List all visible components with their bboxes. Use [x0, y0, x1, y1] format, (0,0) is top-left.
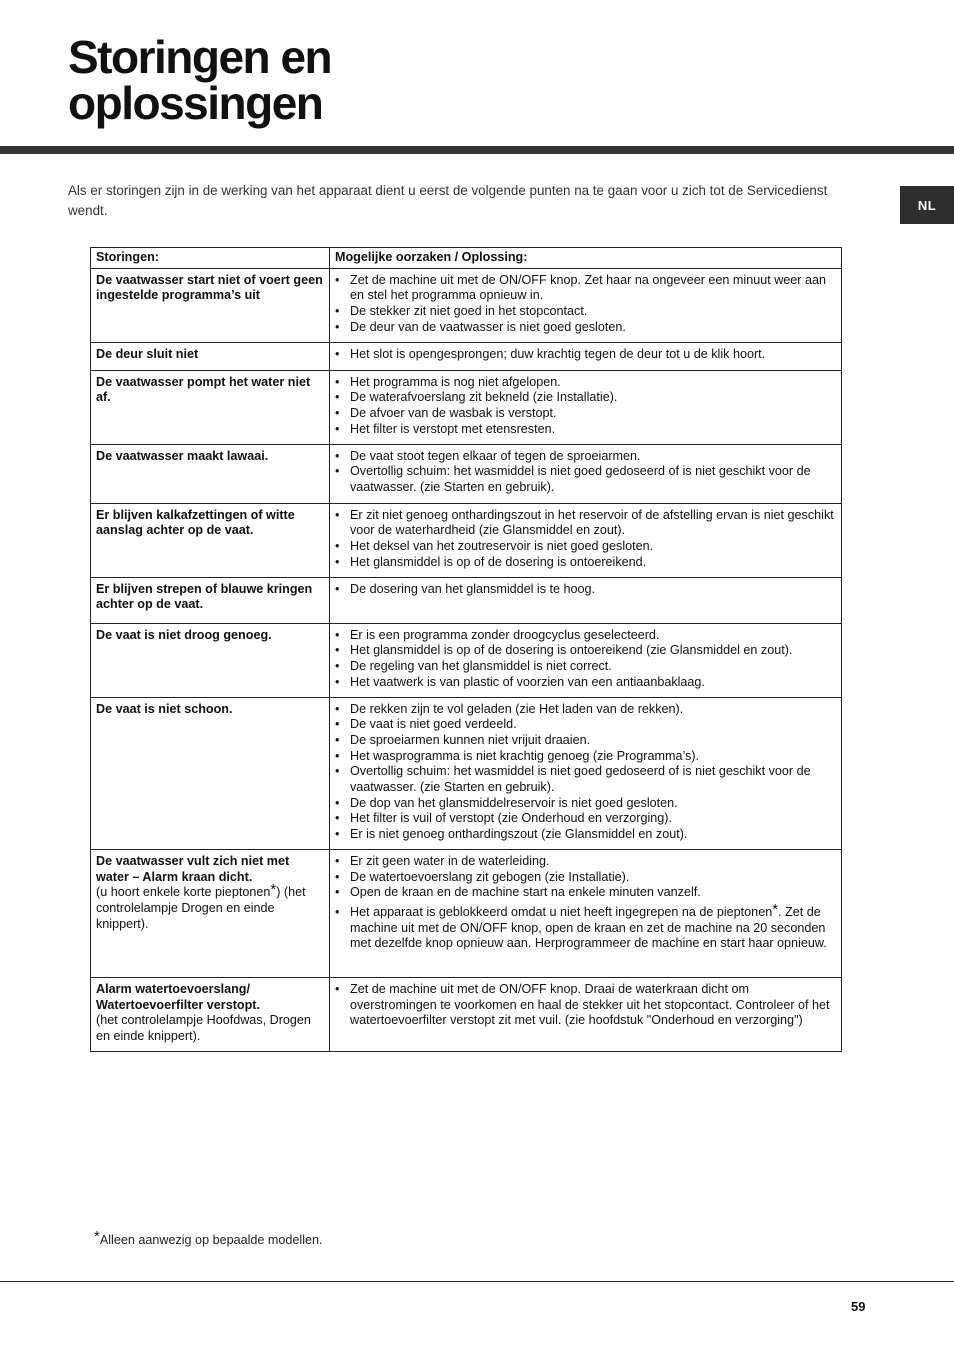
list-item: • De vaat stoot tegen elkaar of tegen de sproeiarmen. — [335, 449, 835, 465]
symptom-cell — [91, 697, 330, 849]
causes-list — [335, 982, 835, 1029]
table-row — [91, 977, 842, 1051]
symptom-cell — [91, 268, 330, 342]
list-item: • Zet de machine uit met de ON/OFF knop. Draai de waterkraan dicht om overstromingen te voorkomen en haal de stekker uit het stopcontact. Controleer of het watertoevoerfilter verstopt zit met vuil. (zie hoofdstuk "Onderhoud en verzorging") — [335, 982, 835, 1029]
list-item: • Het filter is vuil of verstopt (zie Onderhoud en verzorging). — [335, 811, 835, 827]
causes-list — [335, 375, 835, 438]
symptom-cell — [91, 370, 330, 444]
list-item: • Het filter is verstopt met etensresten. — [335, 422, 835, 438]
troubleshooting-table — [90, 247, 842, 1052]
symptom-note-text: (u hoort enkele korte pieptonen — [96, 885, 271, 900]
causes-cell — [330, 503, 842, 577]
symptom-cell — [91, 342, 330, 370]
symptom-note — [96, 881, 323, 932]
table-row — [91, 503, 842, 577]
causes-cell — [330, 623, 842, 697]
table-row — [91, 577, 842, 623]
symptom-title: De vaat is niet droog genoeg. — [96, 627, 272, 642]
symptom-cell — [91, 503, 330, 577]
symptom-title: Er blijven strepen of blauwe kringen achter op de vaat. — [96, 581, 313, 612]
list-item: • Het programma is nog niet afgelopen. — [335, 375, 835, 391]
causes-cell — [330, 342, 842, 370]
table-row — [91, 697, 842, 849]
causes-cell — [330, 444, 842, 503]
symptom-title: Er blijven kalkafzettingen of witte aanslag achter op de vaat. — [96, 507, 295, 538]
footnote-text: Alleen aanwezig op bepaalde modellen. — [99, 1233, 323, 1247]
list-item: • Het wasprogramma is niet krachtig genoeg (zie Programma’s). — [335, 749, 835, 765]
footer-divider — [0, 1281, 954, 1282]
causes-list — [335, 582, 835, 598]
list-item: • De dop van het glansmiddelreservoir is niet goed gesloten. — [335, 796, 835, 812]
table-row — [91, 370, 842, 444]
symptom-title: Alarm watertoevoerslang/ Watertoevoerfilter verstopt. — [96, 981, 260, 1012]
list-item: • De dosering van het glansmiddel is te hoog. — [335, 582, 835, 598]
list-item: • Het glansmiddel is op of de dosering is ontoereikend (zie Glansmiddel en zout). — [335, 643, 835, 659]
causes-list — [335, 702, 835, 843]
causes-list — [335, 273, 835, 336]
list-item: • De regeling van het glansmiddel is niet correct. — [335, 659, 835, 675]
footnote — [94, 1228, 323, 1247]
footnote-star: * — [94, 1228, 100, 1245]
causes-list — [335, 854, 835, 952]
symptom-cell — [91, 977, 330, 1051]
list-item: • Zet de machine uit met de ON/OFF knop. Zet haar na ongeveer een minuut weer aan en stel het programma opnieuw in. — [335, 273, 835, 304]
list-item: • Overtollig schuim: het wasmiddel is niet goed gedoseerd of is niet geschikt voor de vaatwasser. (zie Starten en gebruik). — [335, 764, 835, 795]
causes-list — [335, 449, 835, 496]
symptom-note-close: ) — [276, 885, 281, 900]
causes-cell — [330, 268, 842, 342]
list-item: • Er is niet genoeg onthardingszout (zie Glansmiddel en zout). — [335, 827, 835, 843]
symptom-title: De vaatwasser vult zich niet met water – Alarm kraan dicht. — [96, 853, 290, 884]
symptom-title: De vaat is niet schoon. — [96, 701, 233, 716]
table-header-row — [91, 248, 842, 269]
causes-cell — [330, 977, 842, 1051]
table-row — [91, 623, 842, 697]
intro-text: Als er storingen zijn in de werking van het apparaat dient u eerst de volgende punten na te gaan voor u zich tot de Servicedienst wendt. — [68, 183, 828, 218]
causes-list — [335, 508, 835, 571]
list-item: • Het slot is opengesprongen; duw krachtig tegen de deur tot u de klik hoort. — [335, 347, 835, 363]
list-item: • De waterafvoerslang zit bekneld (zie Installatie). — [335, 390, 835, 406]
symptom-title: De vaatwasser pompt het water niet af. — [96, 374, 311, 405]
table-row — [91, 444, 842, 503]
language-tab — [900, 186, 954, 224]
page-title-line1: Storingen en — [68, 31, 332, 83]
page-number: 59 — [851, 1299, 866, 1314]
footnote-marker: * — [772, 900, 779, 918]
list-item — [335, 900, 835, 952]
list-item: • Open de kraan en de machine start na enkele minuten vanzelf. — [335, 885, 835, 901]
list-item: • De rekken zijn te vol geladen (zie Het laden van de rekken). — [335, 702, 835, 718]
symptom-title: De vaatwasser start niet of voert geen ingestelde programma’s uit — [96, 272, 323, 303]
table-row — [91, 849, 842, 977]
symptom-cell — [91, 444, 330, 503]
symptom-title: De vaatwasser maakt lawaai. — [96, 448, 269, 463]
symptom-cell — [91, 577, 330, 623]
list-item: • De afvoer van de wasbak is verstopt. — [335, 406, 835, 422]
symptom-note-tail: (het controlelampje Drogen en einde knippert). — [96, 885, 306, 931]
special-cause-text: Het apparaat is geblokkeerd omdat u niet heeft ingegrepen na de pieptonen — [350, 904, 773, 919]
page-title — [68, 31, 332, 129]
list-item: • De watertoevoerslang zit gebogen (zie Installatie). — [335, 870, 835, 886]
list-item: • Het vaatwerk is van plastic of voorzien van een antiaanbaklaag. — [335, 675, 835, 691]
column-header-symptoms: Storingen: — [91, 248, 330, 269]
header-divider — [0, 146, 954, 154]
list-item: • Er is een programma zonder droogcyclus geselecteerd. — [335, 628, 835, 644]
list-item: • De sproeiarmen kunnen niet vrijuit draaien. — [335, 733, 835, 749]
table-row — [91, 342, 842, 370]
table-row — [91, 268, 842, 342]
symptom-title: De deur sluit niet — [96, 346, 199, 361]
language-tab-label: NL — [917, 197, 937, 213]
list-item: • De deur van de vaatwasser is niet goed gesloten. — [335, 320, 835, 336]
symptom-note: (het controlelampje Hoofdwas, Drogen en einde knippert). — [96, 1013, 311, 1043]
special-cause-continued: . Zet de machine uit met de ON/OFF knop, open de kraan en zet de machine na 20 seconden met dezelfde knop opnieuw aan. Herprogrammeer de machine en start haar opnieuw. — [350, 904, 827, 951]
footnote-marker: * — [270, 881, 277, 899]
list-item: • Er zit geen water in de waterleiding. — [335, 854, 835, 870]
causes-cell — [330, 370, 842, 444]
page-title-line2: oplossingen — [68, 77, 323, 129]
symptom-cell — [91, 849, 330, 977]
list-item: • De vaat is niet goed verdeeld. — [335, 717, 835, 733]
symptom-cell — [91, 623, 330, 697]
causes-cell — [330, 697, 842, 849]
causes-list — [335, 347, 835, 363]
list-item: • Overtollig schuim: het wasmiddel is niet goed gedoseerd of is niet geschikt voor de vaatwasser. (zie Starten en gebruik). — [335, 464, 835, 495]
column-header-causes: Mogelijke oorzaken / Oplossing: — [330, 248, 842, 269]
causes-cell — [330, 849, 842, 977]
list-item: • Er zit niet genoeg onthardingszout in het reservoir of de afstelling ervan is niet geschikt voor de waterhardheid (zie Glansmiddel en zout). — [335, 508, 835, 539]
list-item: • Het glansmiddel is op of de dosering is ontoereikend. — [335, 555, 835, 571]
causes-cell — [330, 577, 842, 623]
list-item: • Het deksel van het zoutreservoir is niet goed gesloten. — [335, 539, 835, 555]
causes-list — [335, 628, 835, 691]
list-item: • De stekker zit niet goed in het stopcontact. — [335, 304, 835, 320]
